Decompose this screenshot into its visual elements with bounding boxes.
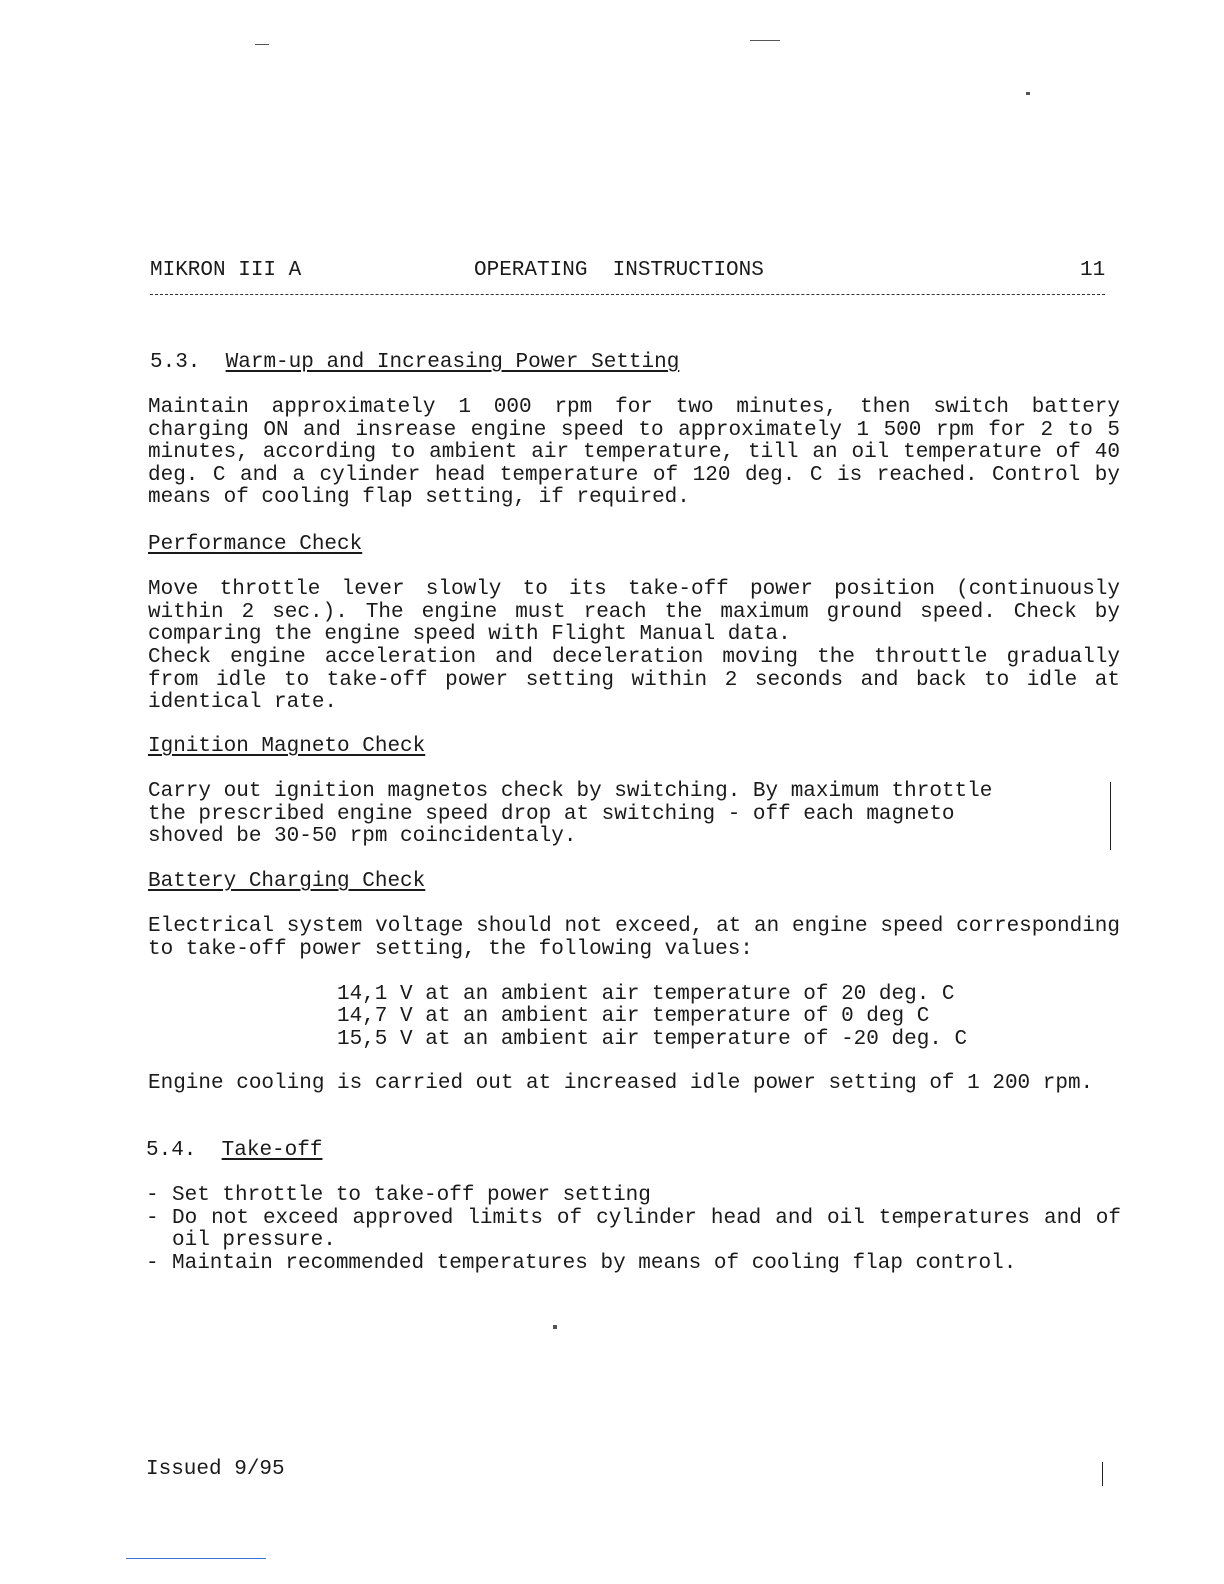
list-item: - Maintain recommended temperatures by means of cooling flap control. <box>146 1251 1017 1275</box>
page-number: 11 <box>1080 259 1106 282</box>
header-divider <box>150 294 1105 295</box>
ignition-check-title: Ignition Magneto Check <box>148 735 426 758</box>
performance-paragraph-1: Move throttle lever slowly to its take-off power position (continuously within 2 sec.). The engine must reach the maximum ground speed. Check by comparing the engine speed with Flight Manual data. <box>148 578 1120 646</box>
list-item: - Set throttle to take-off power setting <box>146 1184 651 1207</box>
section-number: 5.4. <box>146 1139 197 1162</box>
voltage-value: 15,5 V at an ambient air temperature of -20 deg. C <box>337 1028 968 1051</box>
section-number: 5.3. <box>150 351 201 374</box>
scan-speck <box>553 1325 557 1329</box>
section-heading-5-4 <box>146 1140 322 1163</box>
performance-check-title: Performance Check <box>148 533 363 556</box>
ignition-line: shoved be 30-50 rpm coincidentaly. <box>148 825 577 848</box>
engine-cooling-paragraph: Engine cooling is carried out at increased idle power setting of 1 200 rpm. <box>148 1072 1094 1095</box>
revision-bar <box>1102 1462 1103 1486</box>
warmup-paragraph: Maintain approximately 1 000 rpm for two minutes, then switch battery charging ON and insrease engine speed to approximately 1 500 rpm for 2 to 5 minutes, according to ambient air temperature, till an oil temperature of 40 deg. C and a cylinder head temperature of 120 deg. C is reached. Control by means of cooling flap setting, if required. <box>148 396 1120 509</box>
takeoff-list <box>146 1185 1121 1275</box>
header-section: OPERATING INSTRUCTIONS <box>474 259 764 282</box>
scan-speck <box>1026 92 1030 95</box>
section-title: Warm-up and Increasing Power Setting <box>225 351 680 374</box>
scan-speck <box>750 40 780 41</box>
list-item: - Do not exceed approved limits of cylinder head and oil temperatures and of oil pressure. <box>146 1206 1121 1252</box>
scan-speck <box>255 44 269 45</box>
header-title: MIKRON III A <box>150 259 302 282</box>
battery-paragraph: Electrical system voltage should not exceed, at an engine speed corresponding to take-off power setting, the following values: <box>148 915 1120 961</box>
section-heading-5-3 <box>150 352 679 375</box>
battery-check-title: Battery Charging Check <box>148 870 426 893</box>
performance-paragraph-2: Check engine acceleration and deceleration moving the throuttle gradually from idle to take-off power setting within 2 seconds and back to idle at identical rate. <box>148 646 1120 714</box>
ignition-line: the prescribed engine speed drop at switching - off each magneto <box>148 803 955 826</box>
issued-date: Issued 9/95 <box>146 1458 285 1481</box>
ignition-line: Carry out ignition magnetos check by switching. By maximum throttle <box>148 780 993 803</box>
voltage-value: 14,7 V at an ambient air temperature of 0 deg C <box>337 1005 930 1028</box>
scan-artifact-line <box>126 1558 266 1559</box>
revision-bar <box>1110 782 1111 850</box>
voltage-value: 14,1 V at an ambient air temperature of 20 deg. C <box>337 983 955 1006</box>
section-title: Take-off <box>221 1139 323 1162</box>
